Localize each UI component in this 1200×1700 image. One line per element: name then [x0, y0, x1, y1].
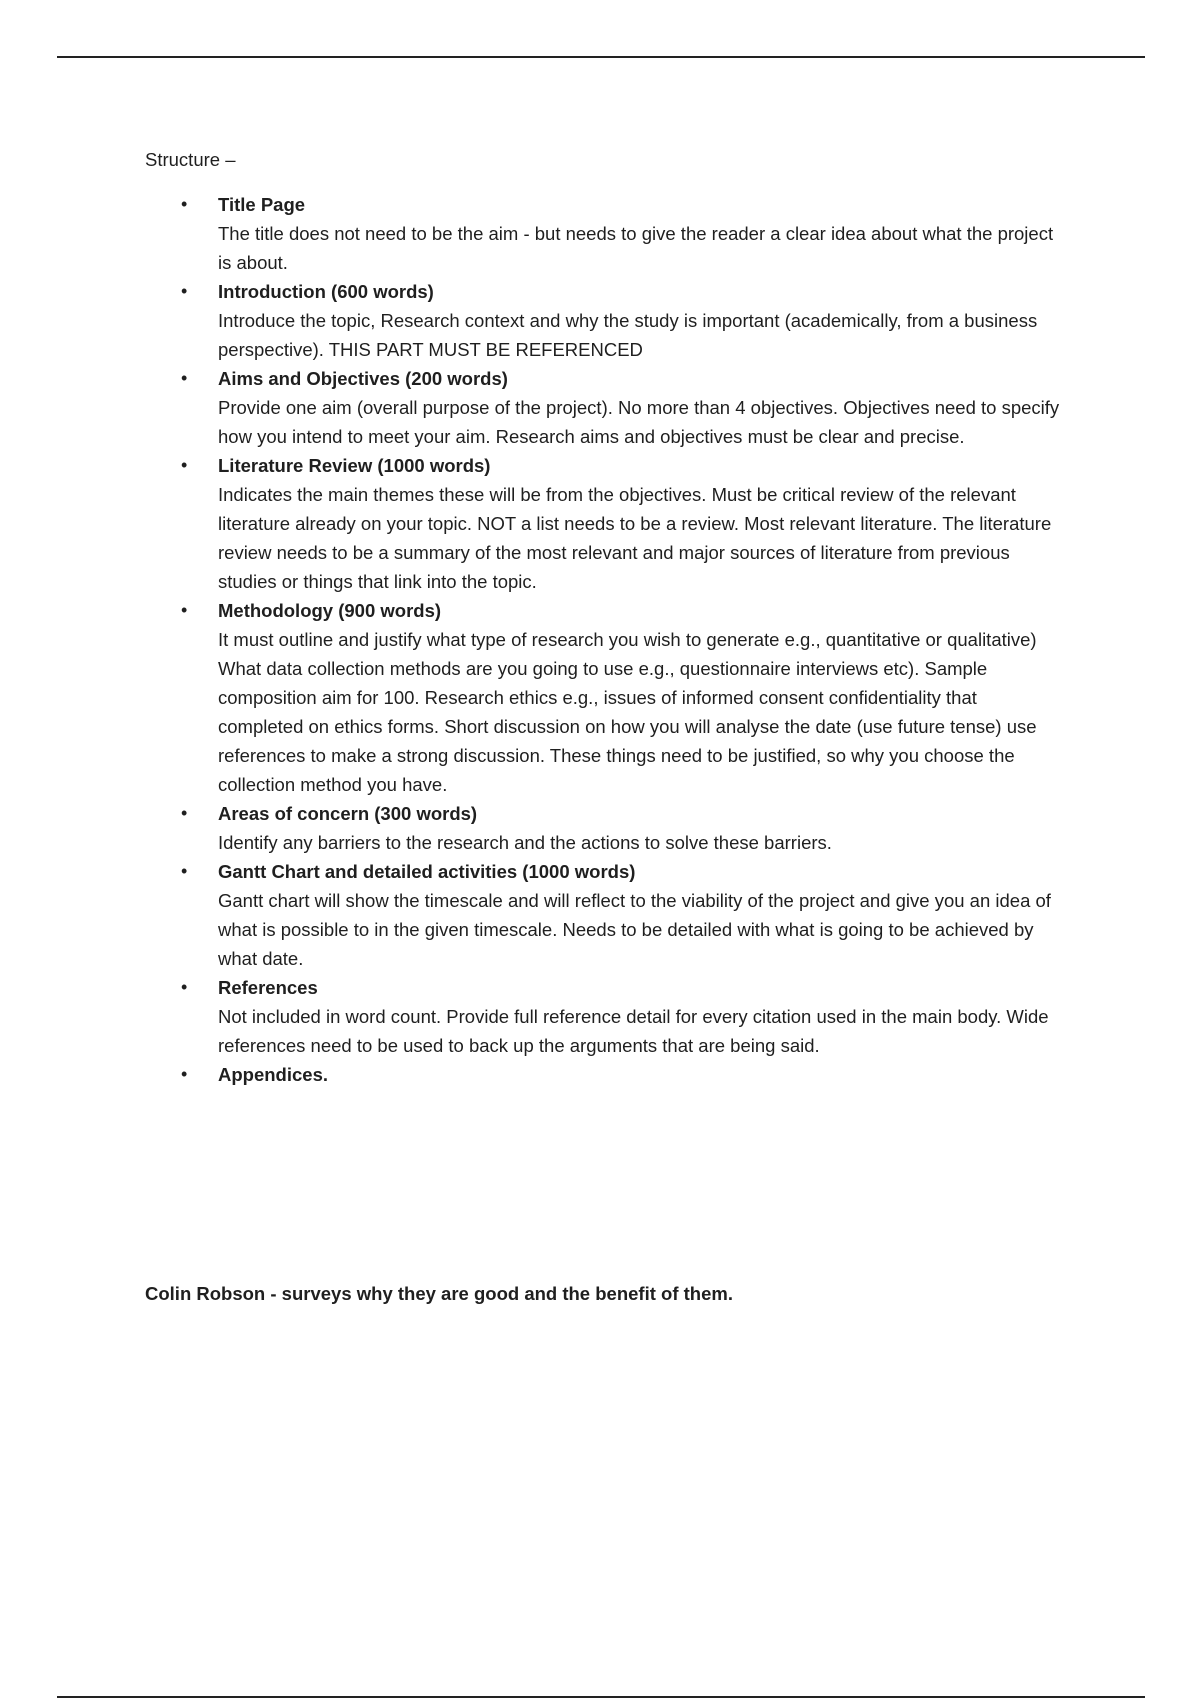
bullet-icon: •	[181, 600, 188, 620]
list-item	[145, 277, 1065, 364]
bullet-icon: •	[181, 861, 188, 881]
bullet-icon: •	[181, 455, 188, 475]
section-body: Gantt chart will show the timescale and will reflect to the viability of the project and give you an idea of what is possible to in the given timescale. Needs to be detailed with what is going to be achieved by what date.	[218, 890, 1051, 969]
bullet-icon: •	[181, 803, 188, 823]
section-title: Aims and Objectives (200 words)	[218, 368, 508, 389]
list-item	[145, 451, 1065, 596]
list-item	[145, 190, 1065, 277]
section-body: Indicates the main themes these will be from the objectives. Must be critical review of the relevant literature already on your topic. NOT a list needs to be a review. Most relevant literature. The literature review needs to be a summary of the most relevant and major sources of literature from previous studies or things that link into the topic.	[218, 484, 1052, 592]
list-item	[145, 799, 1065, 857]
list-item	[145, 857, 1065, 973]
section-title: Methodology (900 words)	[218, 600, 442, 621]
list-item	[145, 596, 1065, 799]
list-item	[145, 364, 1065, 451]
list-item	[145, 973, 1065, 1060]
section-body: Provide one aim (overall purpose of the project). No more than 4 objectives. Objectives need to specify how you intend to meet your aim. Research aims and objectives must be clear and precise.	[218, 397, 1060, 447]
footer-note: Colin Robson - surveys why they are good and the benefit of them.	[145, 1283, 733, 1304]
section-body: The title does not need to be the aim - but needs to give the reader a clear idea about what the project is about.	[218, 223, 1054, 273]
section-title: Appendices.	[218, 1064, 328, 1085]
list-item	[145, 1060, 1065, 1089]
section-title: Introduction (600 words)	[218, 281, 434, 302]
section-body: It must outline and justify what type of research you wish to generate e.g., quantitative or qualitative) What data collection methods are you going to use e.g., questionnaire interviews etc). Sample composition aim for 100. Research ethics e.g., issues of informed consent confidentiality that completed on ethics forms. Short discussion on how you will analyse the date (use future tense) use references to make a strong discussion. These things need to be justified, so why you choose the collection method you have.	[218, 629, 1037, 795]
section-title: Areas of concern (300 words)	[218, 803, 478, 824]
structure-heading: Structure –	[145, 149, 236, 170]
section-title: References	[218, 977, 318, 998]
bullet-icon: •	[181, 977, 188, 997]
bullet-icon: •	[181, 281, 188, 301]
header-rule	[57, 56, 1145, 58]
bullet-icon: •	[181, 1064, 188, 1084]
section-body: Not included in word count. Provide full reference detail for every citation used in the main body. Wide references need to be used to back up the arguments that are being said.	[218, 1006, 1049, 1056]
sections-list	[145, 190, 1065, 1089]
section-title: Literature Review (1000 words)	[218, 455, 491, 476]
footer-rule	[57, 1696, 1145, 1698]
section-body: Introduce the topic, Research context and why the study is important (academically, from a business perspective). THIS PART MUST BE REFERENCED	[218, 310, 1038, 360]
document-body	[145, 146, 1065, 1089]
section-title: Gantt Chart and detailed activities (1000 words)	[218, 861, 636, 882]
section-title: Title Page	[218, 194, 306, 215]
section-body: Identify any barriers to the research and the actions to solve these barriers.	[218, 832, 832, 853]
bullet-icon: •	[181, 368, 188, 388]
bullet-icon: •	[181, 194, 188, 214]
